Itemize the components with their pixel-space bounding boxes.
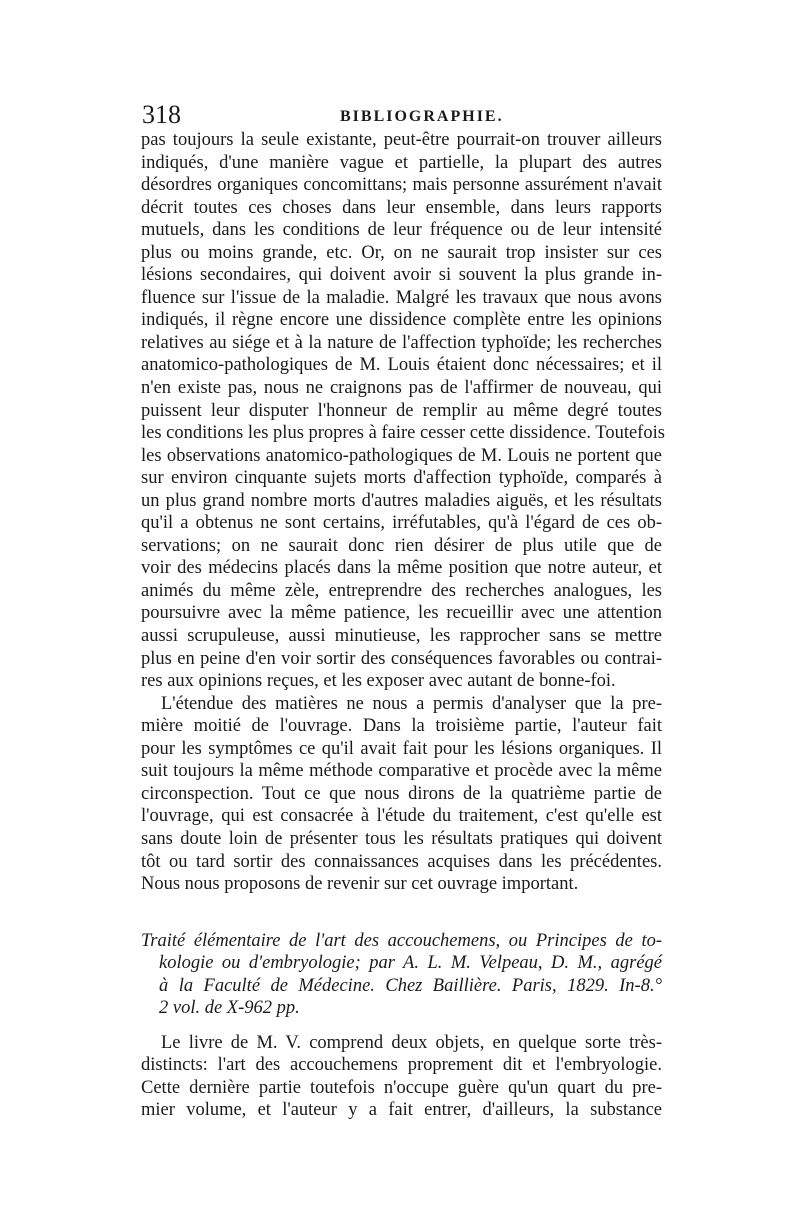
text-line: puissent leur disputer l'honneur de remplir au même degré toutes bbox=[141, 400, 662, 421]
spacer bbox=[141, 1020, 662, 1032]
running-head bbox=[140, 100, 660, 130]
text-line: indiqués, il règne encore une dissidence complète entre les opinions bbox=[141, 310, 662, 331]
text-line: suit toujours la même méthode comparative et procède avec la même bbox=[141, 761, 662, 782]
text-line: qu'il a obtenus ne sont certains, irréfutables, qu'à l'égard de ces ob- bbox=[141, 513, 662, 534]
running-title: BIBLIOGRAPHIE. bbox=[340, 108, 504, 125]
entry-line: à la Faculté de Médecine. Chez Baillière. Paris, 1829. In-8.° bbox=[159, 975, 662, 996]
text-line: pour les symptômes ce qu'il avait fait pour les lésions organiques. Il bbox=[141, 738, 662, 759]
entry-line: 2 vol. de X-962 pp. bbox=[159, 998, 300, 1019]
text-line: poursuivre avec la même patience, les recueillir avec une attention bbox=[141, 603, 662, 624]
text-line: Le livre de M. V. comprend deux objets, en quelque sorte très- bbox=[161, 1032, 662, 1053]
text-line: distincts: l'art des accouchemens proprement dit et l'embryologie. bbox=[141, 1055, 662, 1076]
text-line: lésions secondaires, qui doivent avoir si souvent la plus grande in- bbox=[141, 265, 662, 286]
body-text bbox=[141, 129, 665, 1122]
text-line: décrit toutes ces choses dans leur ensemble, dans leurs rapports bbox=[141, 197, 662, 218]
text-line: sans doute loin de présenter tous les résultats pratiques qui doivent bbox=[141, 828, 662, 849]
text-line: mier volume, et l'auteur y a fait entrer, d'ailleurs, la substance bbox=[141, 1100, 662, 1121]
text-line: servations; on ne saurait donc rien désirer de plus utile que de bbox=[141, 535, 662, 556]
page-number: 318 bbox=[142, 100, 181, 129]
text-line: aussi scrupuleuse, aussi minutieuse, les rapprocher sans se mettre bbox=[141, 626, 662, 647]
text-line: relatives au siége et à la nature de l'affection typhoïde; les recherches bbox=[141, 332, 662, 353]
text-line: mutuels, dans les conditions de leur fréquence ou de leur intensité bbox=[141, 220, 662, 241]
text-line: pas toujours la seule existante, peut-être pourrait-on trouver ailleurs bbox=[141, 130, 662, 150]
text-line: voir des médecins placés dans la même position que notre auteur, et bbox=[141, 558, 662, 579]
text-line: plus en peine d'en voir sortir des conséquences favorables ou contrai- bbox=[141, 648, 662, 669]
text-line: mière moitié de l'ouvrage. Dans la troisième partie, l'auteur fait bbox=[141, 716, 662, 737]
text-line: n'en existe pas, nous ne craignons pas de l'affirmer de nouveau, qui bbox=[141, 378, 662, 399]
text-line: L'étendue des matières ne nous a permis d'analyser que la pre- bbox=[161, 693, 662, 714]
text-line: circonspection. Tout ce que nous dirons de la quatrième partie de bbox=[141, 783, 662, 804]
text-line: fluence sur l'issue de la maladie. Malgré les travaux que nous avons bbox=[141, 287, 662, 308]
paragraph-continued bbox=[141, 129, 665, 693]
entry-line: Traité élémentaire de l'art des accouchemens, ou Principes de to- bbox=[141, 930, 662, 951]
text-line: les conditions les plus propres à faire cesser cette dissidence. Toutefois bbox=[141, 423, 665, 444]
text-line: désordres organiques concomittans; mais personne assurément n'avait bbox=[141, 175, 662, 196]
bibliographic-entry bbox=[141, 930, 662, 1020]
text-line: anatomico-pathologiques de M. Louis étaient donc nécessaires; et il bbox=[141, 355, 662, 376]
text-line: l'ouvrage, qui est consacrée à l'étude du traitement, c'est qu'elle est bbox=[141, 806, 662, 827]
text-line: indiqués, d'une manière vague et partielle, la plupart des autres bbox=[141, 152, 662, 173]
text-line: plus ou moins grande, etc. Or, on ne saurait trop insister sur ces bbox=[141, 242, 662, 263]
paragraph bbox=[141, 1032, 662, 1122]
text-line: les observations anatomico-pathologiques de M. Louis ne portent que bbox=[141, 445, 662, 466]
text-line: Nous nous proposons de revenir sur cet ouvrage important. bbox=[141, 874, 579, 895]
entry-line: kologie ou d'embryologie; par A. L. M. Velpeau, D. M., agrégé bbox=[159, 953, 662, 974]
text-line: sur environ cinquante sujets morts d'affection typhoïde, comparés à bbox=[141, 468, 662, 489]
text-line: tôt ou tard sortir des connaissances acquises dans les précédentes. bbox=[141, 851, 662, 872]
text-line: animés du même zèle, entreprendre des recherches analogues, les bbox=[141, 580, 662, 601]
text-line: res aux opinions reçues, et les exposer avec autant de bonne-foi. bbox=[141, 671, 616, 692]
text-line: un plus grand nombre morts d'autres maladies aiguës, et les résultats bbox=[141, 490, 662, 511]
spacer bbox=[141, 896, 662, 930]
text-line: Cette dernière partie toutefois n'occupe guère qu'un quart du pre- bbox=[141, 1077, 662, 1098]
paragraph bbox=[141, 693, 662, 896]
